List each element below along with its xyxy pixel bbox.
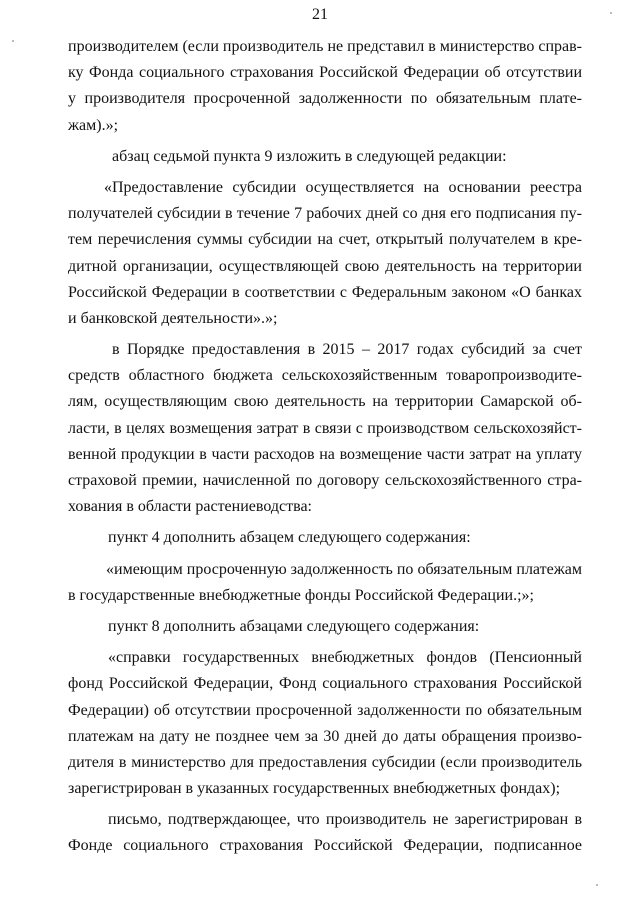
page-number: 21 [312, 6, 328, 23]
paragraph-amendment-instruction [68, 144, 582, 170]
text-line: письмо, подтверждающее, что производитель не зарегистрирован в [108, 811, 582, 829]
scan-speck [610, 12, 612, 14]
paragraph-continuation [68, 34, 582, 139]
text-line: хования в области растениеводства: [68, 498, 312, 516]
text-line: и банковской деятельности».»; [68, 309, 278, 327]
text-line: дитной организации, осуществляющей свою деятельность на территории [68, 257, 582, 275]
paragraph-quoted-text [68, 175, 582, 332]
paragraph-item-4-text [68, 557, 582, 609]
text-line: в государственные внебюджетные фонды Российской Федерации.;»; [68, 586, 534, 604]
text-line: ласти, в целях возмещения затрат в связи с производством сельскохозяйст- [68, 419, 582, 437]
text-line: фонд Российской Федерации, Фонд социального страхования Российской [68, 675, 582, 693]
text-line: пункт 8 дополнить абзацами следующего содержания: [108, 617, 480, 635]
text-line: у производителя просроченной задолженности по обязательным плате- [68, 90, 582, 108]
text-line: страховой премии, начисленной по договору сельскохозяйственного стра- [68, 472, 582, 489]
paragraph-item-8-instruction [68, 614, 582, 640]
text-line: получателей субсидии в течение 7 рабочих дней со дня его подписания пу- [68, 205, 582, 223]
text-line: Федерации) об отсутствии просроченной задолженности по обязательным [68, 701, 582, 719]
text-line: платежам на дату не позднее чем за 30 дней до даты обращения произво- [68, 727, 582, 745]
text-line: средств областного бюджета сельскохозяйственным товаропроизводите- [68, 367, 582, 385]
text-line: абзац седьмой пункта 9 изложить в следующей редакции: [112, 147, 507, 165]
text-line: лям, осуществляющим свою деятельность на территории Самарской об- [68, 393, 582, 411]
text-line: производителем (если производитель не представил в министерство справ- [68, 38, 582, 55]
scan-speck [12, 40, 14, 42]
paragraph-letter [68, 807, 582, 859]
text-line: дителя в министерство для предоставления субсидии (если производитель [68, 753, 582, 771]
paragraph-item-4-instruction [68, 525, 582, 551]
text-line: тем перечисления суммы субсидии на счет, открытый получателем в кре- [68, 231, 582, 249]
text-line: венной продукции в части расходов на возмещение части затрат на уплату [68, 445, 582, 463]
text-line: «имеющим просроченную задолженность по обязательным платежам [106, 560, 582, 578]
document-body [68, 34, 582, 860]
text-line: пункт 4 дополнить абзацем следующего содержания: [108, 529, 471, 547]
text-line: Фонде социального страхования Российской Федерации, подписанное [68, 837, 582, 855]
text-line: «справки государственных внебюджетных фондов (Пенсионный [108, 649, 582, 667]
text-line: в Порядке предоставления в 2015 – 2017 годах субсидий за счет [112, 341, 582, 359]
text-line: Российской Федерации в соответствии с Федеральным законом «О банках [68, 283, 582, 301]
scan-speck [596, 884, 598, 886]
text-line: ку Фонда социального страхования Российской Федерации об отсутствии [68, 64, 582, 82]
text-line: жам).»; [68, 116, 119, 134]
paragraph-procedure-title [68, 337, 582, 520]
paragraph-item-8-text [68, 645, 582, 802]
text-line: «Предоставление субсидии осуществляется на основании реестра [104, 178, 582, 196]
text-line: зарегистрирован в указанных государственных внебюджетных фондах); [68, 780, 561, 798]
